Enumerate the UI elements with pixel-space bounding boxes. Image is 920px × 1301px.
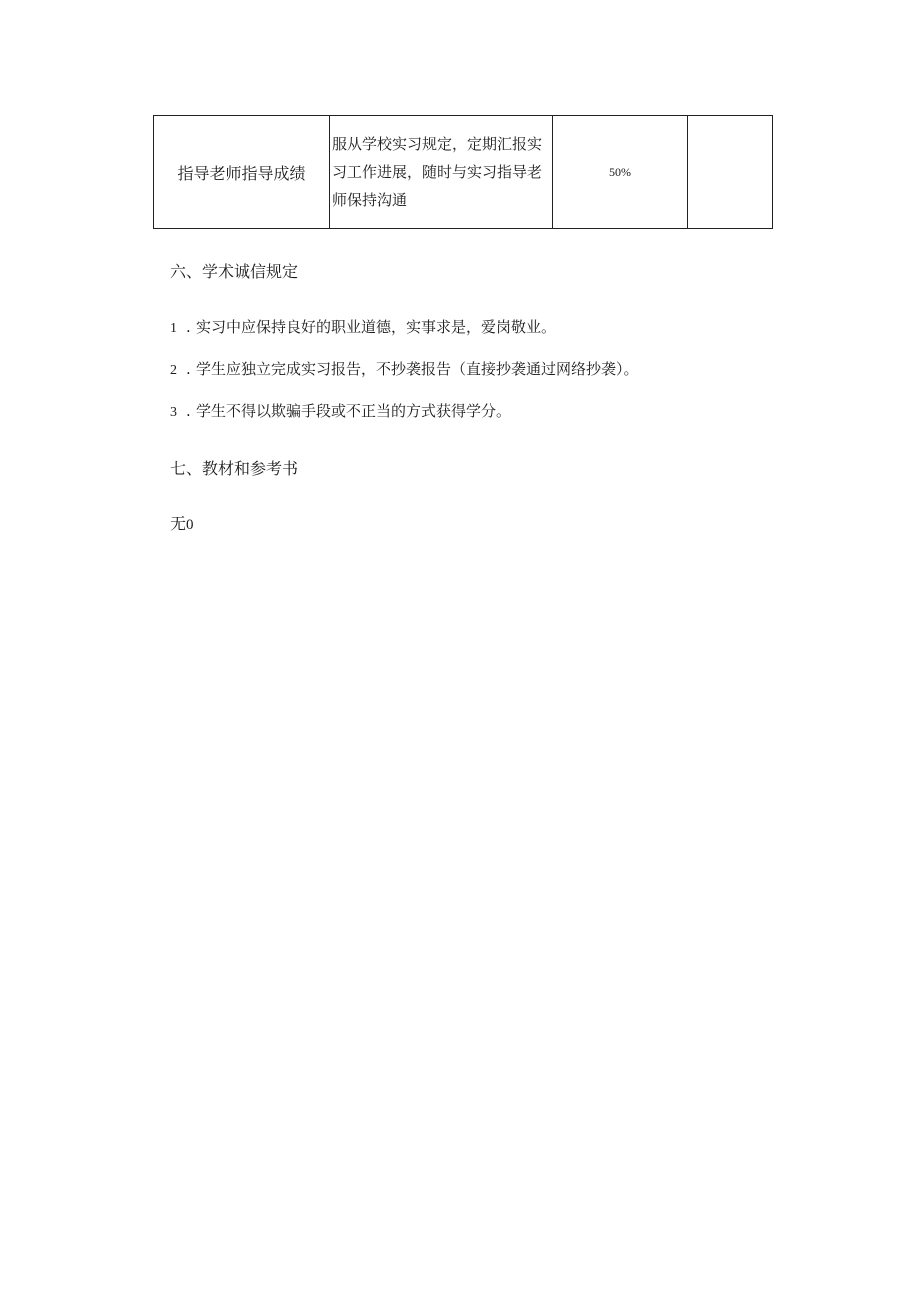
list-item-number: 2 bbox=[170, 363, 177, 378]
section-six-heading: 六、学术诚信规定 bbox=[170, 262, 299, 281]
list-item: 2 . 学生应独立完成实习报告，不抄袭报告（直接抄袭通过网络抄袭）。 bbox=[170, 360, 639, 378]
assessment-description-cell: 服从学校实习规定，定期汇报实习工作进展，随时与实习指导老师保持沟通 bbox=[330, 116, 553, 229]
assessment-item-cell: 指导老师指导成绩 bbox=[154, 116, 330, 229]
list-item: 1 . 实习中应保持良好的职业道德，实事求是，爱岗敬业。 bbox=[170, 318, 557, 336]
textbook-content-text: 无 bbox=[170, 514, 187, 533]
list-item-number: 3 bbox=[170, 405, 177, 420]
list-item-text: 实习中应保持良好的职业道德，实事求是，爱岗敬业。 bbox=[196, 318, 557, 336]
textbook-content bbox=[170, 511, 194, 534]
assessment-weight-cell: 50% bbox=[553, 116, 688, 229]
list-item: 3 . 学生不得以欺骗手段或不正当的方式获得学分。 bbox=[170, 402, 512, 420]
textbook-content-suffix: 0 bbox=[186, 517, 194, 533]
section-seven-heading: 七、教材和参考书 bbox=[170, 459, 299, 478]
grade-table bbox=[153, 115, 773, 229]
assessment-score-cell bbox=[688, 116, 773, 229]
list-item-number: 1 bbox=[170, 321, 177, 336]
list-item-text: 学生应独立完成实习报告，不抄袭报告（直接抄袭通过网络抄袭）。 bbox=[196, 360, 639, 378]
list-item-text: 学生不得以欺骗手段或不正当的方式获得学分。 bbox=[196, 402, 512, 420]
table-row bbox=[154, 116, 773, 229]
